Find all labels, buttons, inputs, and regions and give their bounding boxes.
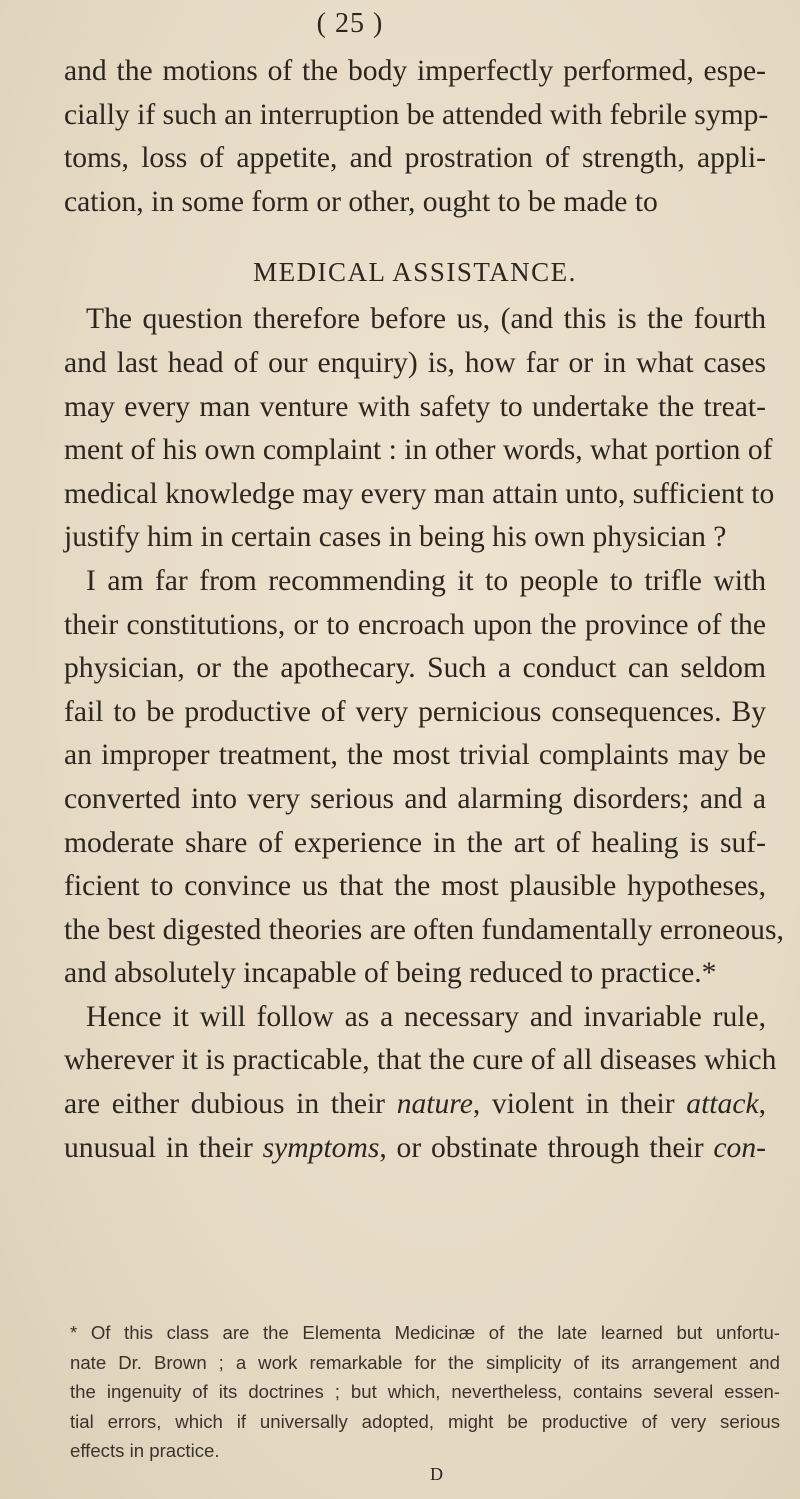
main-text [64, 50, 784, 1170]
text-line: their constitutions, or to encroach upon the province of the [64, 608, 766, 641]
text-line: moderate share of experience in the art of healing is suf- [64, 826, 766, 859]
text-line: converted into very serious and alarming disorders; and a [64, 782, 766, 815]
text-line: and the motions of the body imperfectly performed, espe- [64, 55, 766, 87]
text-line: cation, in some form or other, ought to be made to [64, 185, 658, 218]
footnote [70, 1318, 780, 1466]
text-line: ficient to convince us that the most plausible hypotheses, [64, 870, 766, 903]
text-fragment: , [758, 1088, 766, 1121]
page-number: ( 25 ) [316, 8, 384, 39]
text-line: Hence it will follow as a necessary and invariable rule, [86, 1000, 766, 1033]
text-line: may every man venture with safety to undertake the treat- [64, 390, 766, 423]
text-line: I am far from recommending it to people to trifle with [86, 564, 766, 597]
text-line: the best digested theories are often fundamentally erroneous, [64, 913, 784, 946]
text-line: The question therefore before us, (and this is the fourth [86, 303, 766, 336]
text-line: ment of his own complaint : in other words, what portion of [64, 434, 773, 467]
text-line: physician, or the apothecary. Such a conduct can seldom [64, 652, 766, 685]
text-line: toms, loss of appetite, and prostration of strength, appli- [64, 142, 766, 175]
footnote-line: tial errors, which if universally adopted, might be productive of very serious [70, 1410, 780, 1432]
section-heading: MEDICAL ASSISTANCE. [253, 257, 577, 288]
text-fragment: , violent in their [472, 1088, 687, 1121]
text-fragment: unusual in their [64, 1131, 263, 1164]
italic-word-con: con- [713, 1131, 766, 1164]
italic-word-symptoms: symptoms [262, 1131, 380, 1164]
text-line: wherever it is practicable, that the cure of all diseases which [64, 1044, 777, 1077]
text-line: cially if such an interruption be attended with febrile symp- [64, 98, 769, 131]
italic-word-attack: attack [686, 1088, 759, 1121]
text-line: and last head of our enquiry) is, how far or in what cases [64, 346, 766, 379]
footnote-line: nate Dr. Brown ; a work remarkable for the simplicity of its arrangement and [70, 1351, 780, 1373]
text-line: justify him in certain cases in being his own physician ? [64, 521, 727, 554]
text-line [64, 1083, 766, 1127]
footnote-line: * Of this class are the Elementa Medicinæ of the late learned but unfortu- [70, 1322, 780, 1343]
signature-mark: D [430, 1464, 443, 1484]
italic-word-nature: nature [396, 1088, 473, 1121]
text-line: and absolutely incapable of being reduced to practice.* [64, 957, 717, 990]
text-line: an improper treatment, the most trivial complaints may be [64, 739, 766, 772]
footnote-line: effects in practice. [70, 1440, 220, 1461]
text-fragment: are either dubious in their [64, 1088, 397, 1121]
text-line: fail to be productive of very pernicious consequences. By [64, 695, 766, 728]
text-line: medical knowledge may every man attain unto, sufficient to [64, 477, 775, 510]
footnote-line: the ingenuity of its doctrines ; but which, nevertheless, contains several essen- [70, 1381, 780, 1402]
text-line [64, 1127, 766, 1171]
text-fragment: , or obstinate through their [379, 1131, 714, 1164]
